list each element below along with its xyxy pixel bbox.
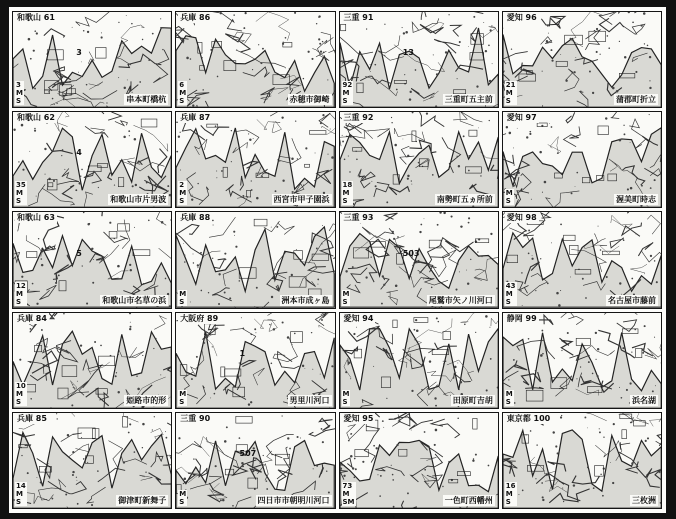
panel-side-code: 12 M S xyxy=(16,281,26,306)
map-panel xyxy=(339,111,499,208)
panel-prefecture-label: 愛知 95 xyxy=(343,413,374,423)
panel-location-caption: 和歌山市片男波 xyxy=(110,195,167,205)
map-drawing xyxy=(503,12,661,107)
map-drawing xyxy=(503,112,661,207)
panel-side-code: M S xyxy=(505,189,513,206)
map-panel xyxy=(339,11,499,108)
panel-side-code: 14 M S xyxy=(16,481,26,506)
panel-prefecture-label: 兵庫 86 xyxy=(180,13,211,22)
panel-location-caption: 渥美町時志 xyxy=(616,195,656,205)
panel-location-caption: 姫路市的形 xyxy=(126,395,167,405)
panel-location-caption: 御津町新舞子 xyxy=(118,495,167,505)
map-drawing xyxy=(176,212,334,307)
map-panel xyxy=(175,111,335,208)
panel-prefecture-label: 兵庫 84 xyxy=(17,313,47,323)
panel-location-caption: 四日市市朝明川河口 xyxy=(257,495,330,505)
panel-side-code: 10 M S xyxy=(16,381,26,406)
panel-location-caption: 尾鷲市矢ノ川河口 xyxy=(428,295,493,305)
panel-prefecture-label: 愛知 98 xyxy=(506,213,537,223)
map-panel xyxy=(12,312,172,409)
panel-prefecture-label: 三重 91 xyxy=(343,13,374,22)
map-panel xyxy=(502,412,662,509)
map-panel xyxy=(175,11,335,108)
map-panel xyxy=(339,412,499,509)
panel-location-caption: 浜名湖 xyxy=(632,395,656,405)
panel-location-caption: 三重町五主前 xyxy=(444,95,493,105)
panel-side-code: 2 M S xyxy=(179,181,187,206)
map-drawing xyxy=(13,313,171,408)
panel-location-caption: 赤穂市御崎 xyxy=(289,95,330,105)
map-drawing xyxy=(176,112,334,207)
panel-side-code: M S xyxy=(179,389,187,406)
panel-map-number: 13 xyxy=(402,48,414,58)
panel-side-code: M S xyxy=(342,289,350,306)
panel-prefecture-label: 愛知 96 xyxy=(506,13,537,22)
map-panel xyxy=(339,312,499,409)
panel-prefecture-label: 和歌山 63 xyxy=(17,213,55,223)
map-drawing xyxy=(13,413,171,508)
panel-location-caption: 蒲郡町折立 xyxy=(616,95,656,105)
panel-location-caption: 田原町吉胡 xyxy=(452,395,493,405)
map-drawing xyxy=(176,313,334,408)
panel-map-number: 3 xyxy=(76,48,82,58)
panel-side-code: 43 M S xyxy=(505,281,516,306)
panel-location-caption: 一色町西幡州 xyxy=(444,495,493,505)
panel-map-number: 4 xyxy=(76,148,82,158)
map-panel xyxy=(502,312,662,409)
map-drawing xyxy=(340,212,498,307)
map-panel xyxy=(339,211,499,308)
panel-prefecture-label: 静岡 99 xyxy=(506,313,537,323)
panel-prefecture-label: 三重 92 xyxy=(343,113,374,123)
map-panel xyxy=(175,312,335,409)
panel-location-caption: 洲本市成ヶ島 xyxy=(281,295,330,305)
panel-prefecture-label: 愛知 97 xyxy=(506,113,537,123)
panel-side-code: 73 M SM xyxy=(342,481,355,506)
panel-side-code: M S xyxy=(179,289,187,306)
map-drawing xyxy=(340,313,498,408)
map-panel xyxy=(175,211,335,308)
panel-prefecture-label: 和歌山 62 xyxy=(17,113,55,123)
panel-prefecture-label: 和歌山 61 xyxy=(17,13,55,22)
panel-prefecture-label: 兵庫 87 xyxy=(180,113,211,123)
panel-prefecture-label: 三重 90 xyxy=(180,413,211,423)
map-drawing xyxy=(176,12,334,107)
panel-location-caption: 三枚洲 xyxy=(632,495,656,505)
panel-prefecture-label: 愛知 94 xyxy=(343,313,374,323)
map-drawing xyxy=(13,212,171,307)
panel-side-code: 18 M S xyxy=(342,181,353,206)
map-panel xyxy=(12,11,172,108)
map-sheet xyxy=(9,7,666,513)
panel-map-number: 503 xyxy=(402,248,420,258)
panel-side-code: 21 M S xyxy=(505,81,516,106)
map-drawing xyxy=(176,413,334,508)
panel-location-caption: 名古屋市藤前 xyxy=(608,295,656,305)
panel-map-number: 1 xyxy=(239,348,246,358)
panel-location-caption: 男里川河口 xyxy=(289,395,330,405)
panel-map-number: 5 xyxy=(76,248,82,258)
map-grid xyxy=(12,11,662,509)
map-drawing xyxy=(340,12,498,107)
map-drawing xyxy=(503,212,661,307)
map-panel xyxy=(12,111,172,208)
panel-side-code: M S xyxy=(179,489,187,506)
map-panel xyxy=(502,211,662,308)
map-panel xyxy=(502,11,662,108)
panel-side-code: 6 M S xyxy=(179,81,187,106)
map-drawing xyxy=(340,112,498,207)
map-drawing xyxy=(503,413,661,508)
map-panel xyxy=(175,412,335,509)
map-drawing xyxy=(503,313,661,408)
panel-location-caption: 串本町橋杭 xyxy=(126,95,167,105)
panel-prefecture-label: 東京都 100 xyxy=(506,413,551,423)
panel-prefecture-label: 兵庫 88 xyxy=(180,213,211,223)
panel-location-caption: 西宮市甲子園浜 xyxy=(273,195,330,205)
map-panel xyxy=(502,111,662,208)
panel-prefecture-label: 大阪府 89 xyxy=(180,313,219,323)
panel-prefecture-label: 三重 93 xyxy=(343,213,374,223)
panel-map-number: 507 xyxy=(239,448,257,458)
panel-location-caption: 南勢町五ヵ所前 xyxy=(436,195,493,205)
panel-side-code: 92 M S xyxy=(342,81,353,106)
map-drawing xyxy=(13,12,171,107)
panel-side-code: 3 M S xyxy=(16,81,23,106)
panel-side-code: M S xyxy=(342,389,350,406)
panel-side-code: M S xyxy=(505,389,513,406)
panel-prefecture-label: 兵庫 85 xyxy=(17,413,47,423)
panel-side-code: 16 M S xyxy=(505,481,516,506)
panel-location-caption: 和歌山市名草の浜 xyxy=(102,295,167,305)
panel-side-code: 35 M S xyxy=(16,181,26,206)
map-panel xyxy=(12,412,172,509)
map-drawing xyxy=(13,112,171,207)
map-drawing xyxy=(340,413,498,508)
map-panel xyxy=(12,211,172,308)
